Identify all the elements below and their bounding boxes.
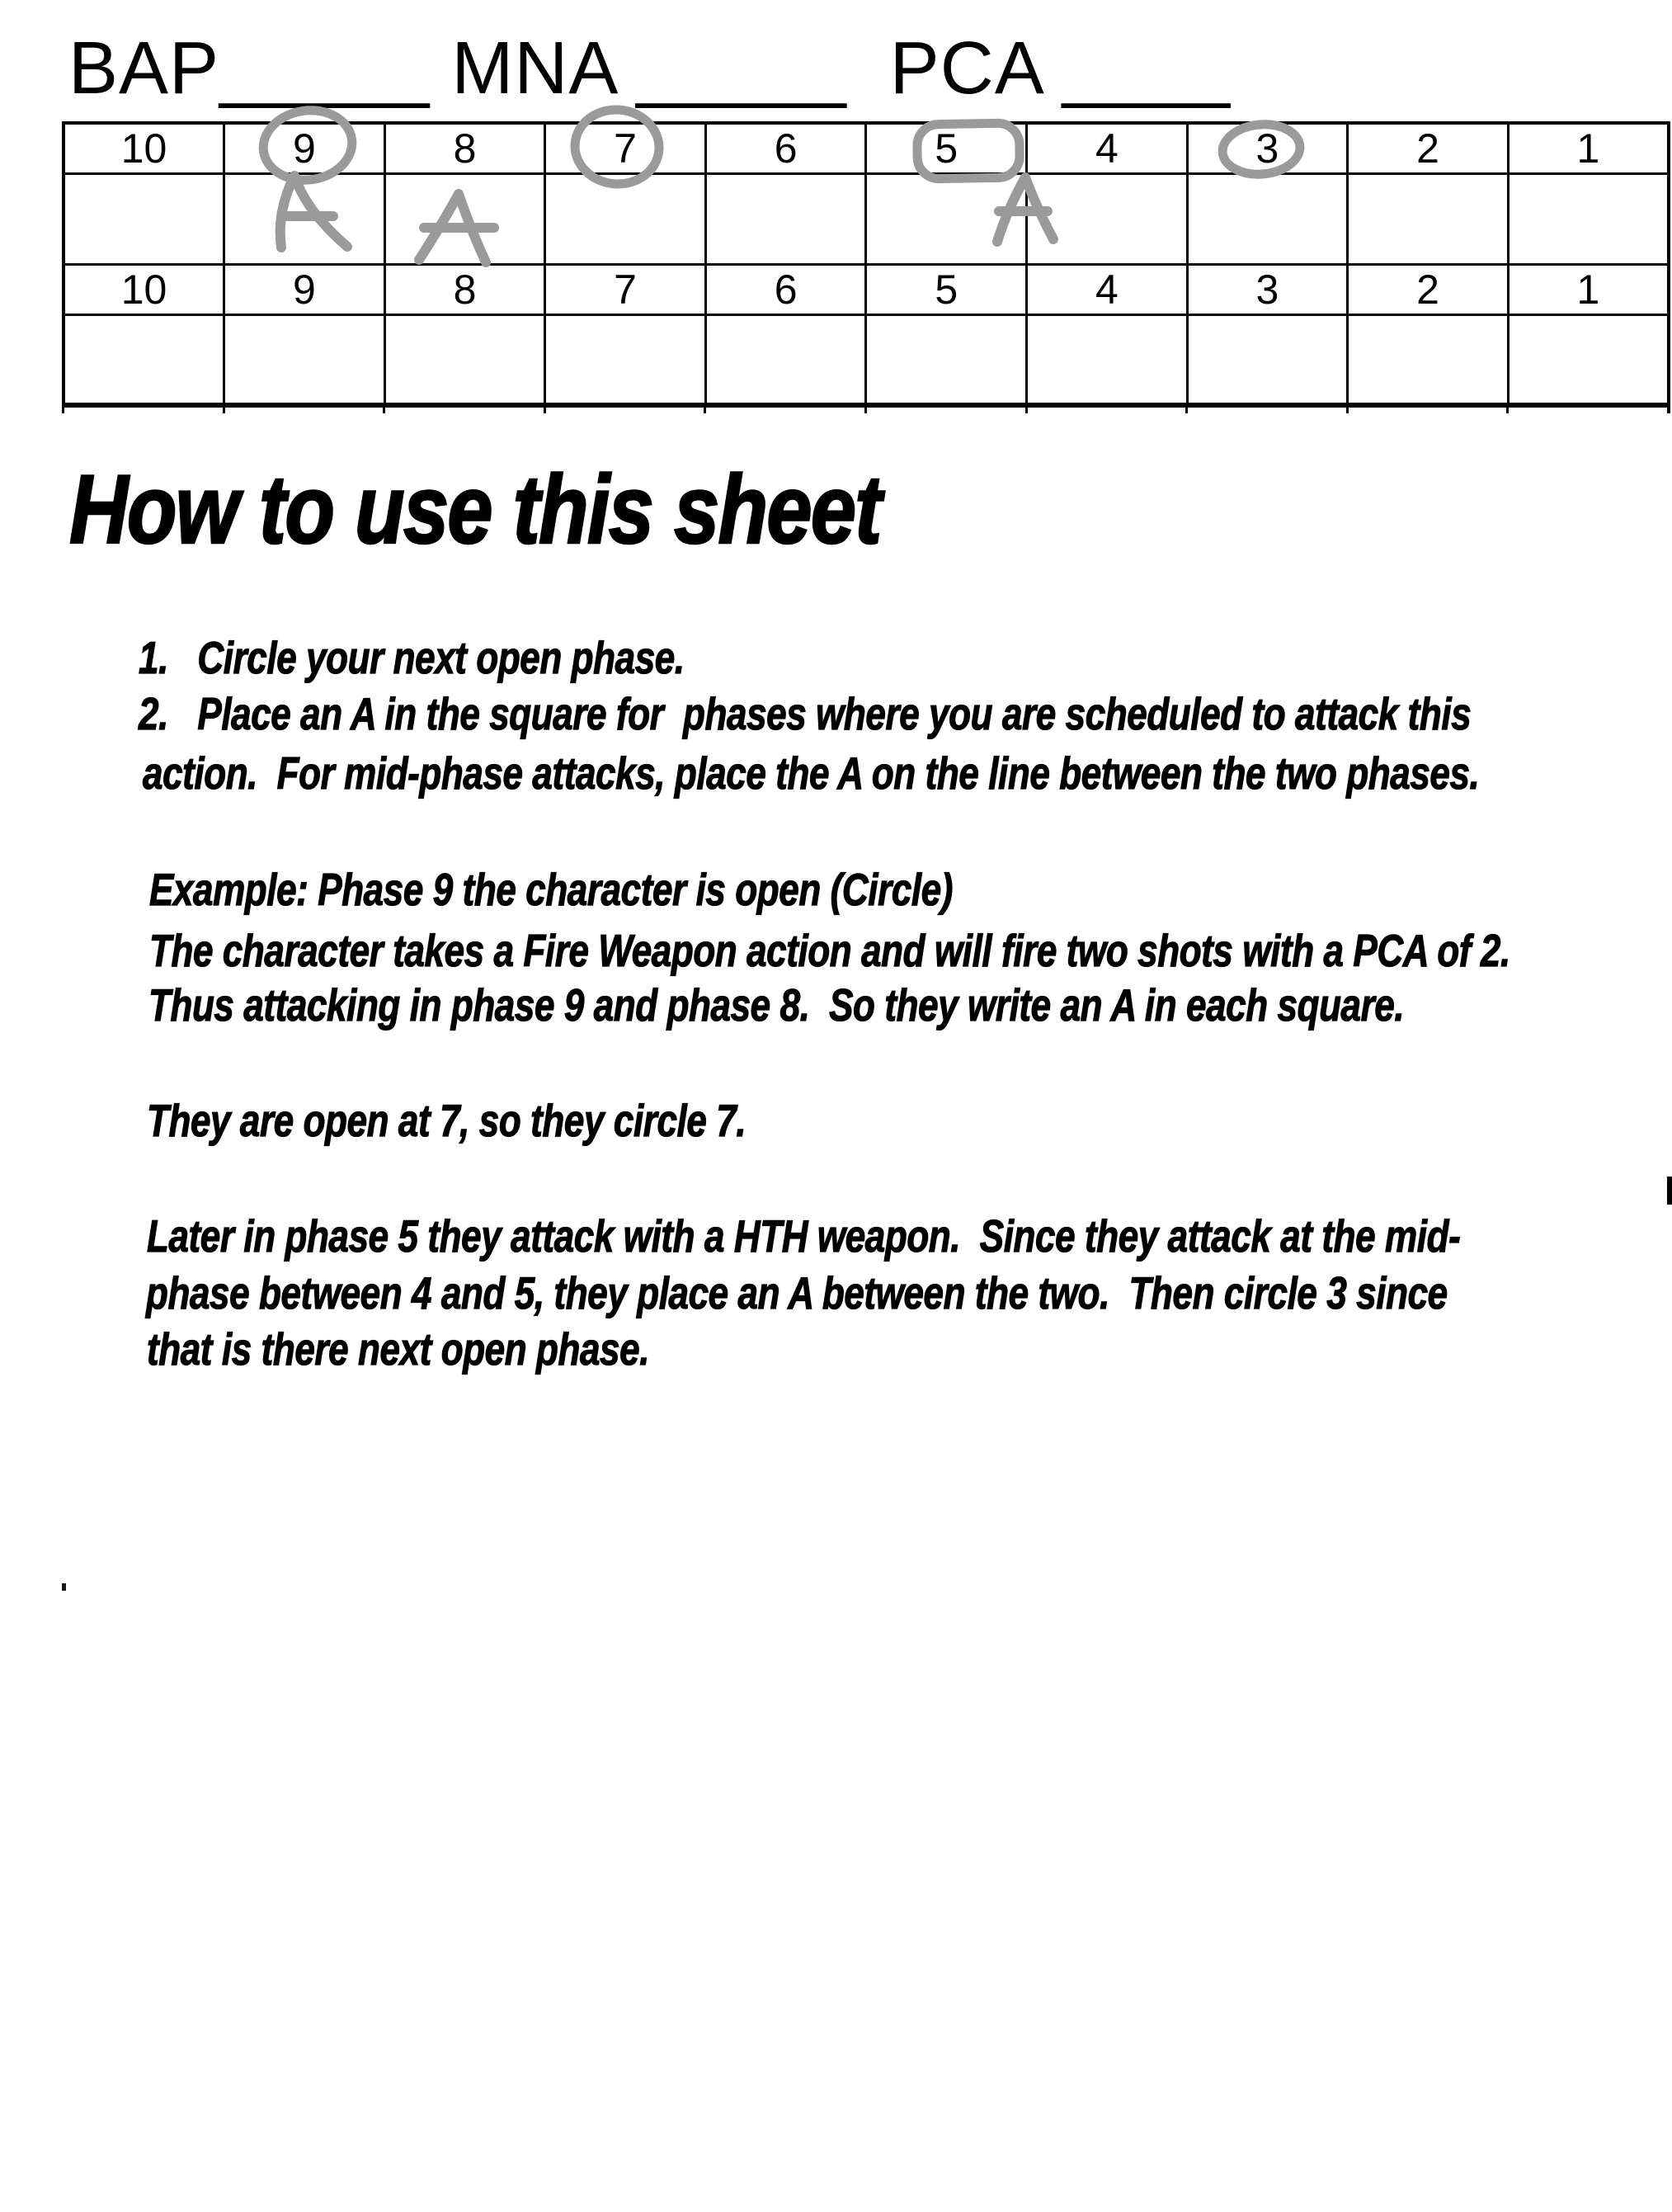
phase-row-2 (64, 174, 1669, 265)
phase-cell-row1-1: 1 (1508, 123, 1669, 174)
phase-cell-row3-5: 5 (866, 265, 1027, 315)
phase-cell-row2-1 (1508, 174, 1669, 265)
body-line-3: action. For mid-phase attacks, place the A on the line between the two phases. (143, 748, 1480, 799)
phase-cell-row4-3 (1187, 315, 1348, 404)
phase-table (62, 121, 1670, 406)
phase-row-3 (64, 265, 1669, 315)
phase-cell-row3-2: 2 (1348, 265, 1509, 315)
phase-cell-row2-6 (705, 174, 866, 265)
phase-cell-row4-9 (224, 315, 385, 404)
phase-cell-row2-8 (384, 174, 545, 265)
phase-cell-row3-3: 3 (1187, 265, 1348, 315)
phase-cell-row2-9 (224, 174, 385, 265)
phase-cell-row1-10: 10 (64, 123, 224, 174)
phase-cell-row2-2 (1348, 174, 1509, 265)
body-line-5: The character takes a Fire Weapon action and will fire two shots with a PCA of 2. (149, 925, 1510, 976)
phase-cell-row4-6 (705, 315, 866, 404)
phase-cell-row1-7: 7 (545, 123, 706, 174)
scan-artifact-edge-bar (1667, 1177, 1672, 1205)
phase-cell-row1-8: 8 (384, 123, 545, 174)
stat-header-line: BAP_____ MNA _____ PCA ____ (68, 27, 1231, 110)
scan-artifact-speck (62, 1583, 66, 1591)
phase-cell-row4-10 (64, 315, 224, 404)
phase-cell-row3-1: 1 (1508, 265, 1669, 315)
page-title: How to use this sheet (69, 455, 881, 564)
phase-cell-row3-9: 9 (224, 265, 385, 315)
phase-cell-row3-6: 6 (705, 265, 866, 315)
phase-cell-row2-10 (64, 174, 224, 265)
phase-cell-row2-4 (1027, 174, 1188, 265)
phase-cell-row2-5 (866, 174, 1027, 265)
phase-cell-row4-2 (1348, 315, 1509, 404)
phase-row-4 (64, 315, 1669, 404)
body-line-6: Thus attacking in phase 9 and phase 8. So they write an A in each square. (148, 979, 1405, 1031)
phase-cell-row1-5: 5 (866, 123, 1027, 174)
phase-cell-row1-3: 3 (1187, 123, 1348, 174)
phase-cell-row1-4: 4 (1027, 123, 1188, 174)
phase-cell-row4-5 (866, 315, 1027, 404)
body-line-10: that is there next open phase. (147, 1323, 650, 1375)
phase-cell-row1-2: 2 (1348, 123, 1509, 174)
phase-cell-row4-4 (1027, 315, 1188, 404)
phase-cell-row2-7 (545, 174, 706, 265)
body-line-7: They are open at 7, so they circle 7. (147, 1095, 747, 1146)
phase-cell-row4-8 (384, 315, 545, 404)
phase-cell-row3-7: 7 (545, 265, 706, 315)
body-line-1: 1. Circle your next open phase. (139, 632, 685, 683)
phase-cell-row3-10: 10 (64, 265, 224, 315)
body-line-8: Later in phase 5 they attack with a HTH weapon. Since they attack at the mid- (147, 1210, 1461, 1262)
phase-table-body (64, 123, 1669, 404)
body-line-4: Example: Phase 9 the character is open (Circle) (149, 864, 954, 915)
body-line-2: 2. Place an A in the square for phases where you are scheduled to attack this (139, 688, 1472, 739)
phase-cell-row3-8: 8 (384, 265, 545, 315)
phase-row-1 (64, 123, 1669, 174)
phase-cell-row4-1 (1508, 315, 1669, 404)
phase-cell-row4-7 (545, 315, 706, 404)
phase-cell-row2-3 (1187, 174, 1348, 265)
phase-cell-row1-9: 9 (224, 123, 385, 174)
phase-cell-row1-6: 6 (705, 123, 866, 174)
phase-cell-row3-4: 4 (1027, 265, 1188, 315)
body-line-9: phase between 4 and 5, they place an A between the two. Then circle 3 since (146, 1267, 1448, 1318)
cutoff-row-stubs (62, 405, 1670, 413)
